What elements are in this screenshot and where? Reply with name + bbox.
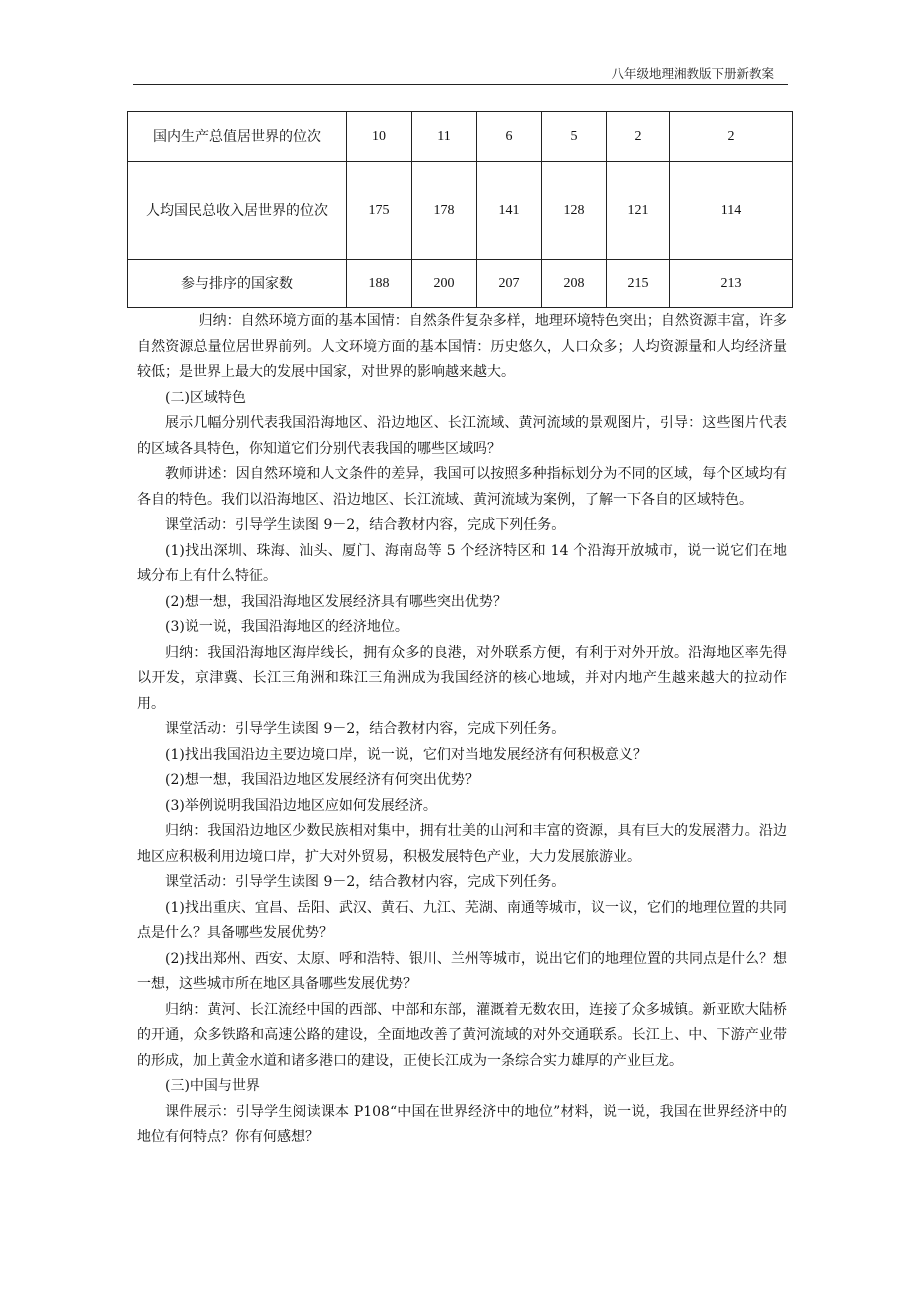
table-cell: 6 <box>477 112 542 162</box>
task-item: (2)找出郑州、西安、太原、呼和浩特、银川、兰州等城市，说出它们的地理位置的共同点是什么？想一想，这些城市所在地区具备哪些发展优势？ <box>137 950 787 992</box>
table-cell: 11 <box>412 112 477 162</box>
paragraph: 教师讲述：因自然环境和人文条件的差异，我国可以按照多种指标划分为不同的区域，每个区域均有各自的特色。我们以沿海地区、沿边地区、长江流域、黄河流域为案例，了解一下各自的区域特色。 <box>137 466 787 508</box>
task-item: (2)想一想，我国沿边地区发展经济有何突出优势？ <box>165 772 479 788</box>
activity-paragraph: 课堂活动：引导学生读图 9－2，结合教材内容，完成下列任务。 <box>165 517 566 533</box>
page-header-title: 八年级地理湘教版下册新教案 <box>611 66 774 81</box>
table-row-gdp-rank <box>128 112 793 162</box>
table-cell: 207 <box>477 260 542 308</box>
task-item: (1)找出我国沿边主要边境口岸，说一说，它们对当地发展经济有何积极意义？ <box>165 746 647 763</box>
task-item: (3)说一说，我国沿海地区的经济地位。 <box>165 619 409 635</box>
section-heading-regional-features: (二)区域特色 <box>165 389 246 406</box>
table-cell: 5 <box>542 112 607 162</box>
table-cell: 208 <box>542 260 607 308</box>
task-item: (1)找出深圳、珠海、汕头、厦门、海南岛等 5 个经济特区和 14 个沿海开放城市，说一说它们在地域分布上有什么特征。 <box>137 542 787 584</box>
task-item: (2)想一想，我国沿海地区发展经济具有哪些突出优势？ <box>165 593 507 610</box>
table-cell: 200 <box>412 260 477 308</box>
table-row-gni-per-capita-rank <box>128 162 793 260</box>
summary-paragraph: 归纳：黄河、长江流经中国的西部、中部和东部，灌溉着无数农田，连接了众多城镇。新亚欧大陆桥的开通，众多铁路和高速公路的建设，全面地改善了黄河流域的对外交通联系。长江上、中、下游产业带的形成，加上黄金水道和诸多港口的建设，正使长江成为一条综合实力雄厚的产业巨龙。 <box>137 1001 787 1069</box>
row-label-country-count: 参与排序的国家数 <box>128 260 347 308</box>
table-cell: 128 <box>542 162 607 260</box>
ranking-table <box>127 111 793 308</box>
table-cell: 2 <box>607 112 670 162</box>
summary-paragraph: 归纳：我国沿海地区海岸线长，拥有众多的良港，对外联系方便，有利于对外开放。沿海地区率先得以开发，京津冀、长江三角洲和珠江三角洲成为我国经济的核心地域，并对内地产生越来越大的拉动作用。 <box>137 644 787 712</box>
summary-paragraph: 归纳：自然环境方面的基本国情：自然条件复杂多样，地理环境特色突出；自然资源丰富，许多自然资源总量位居世界前列。人文环境方面的基本国情：历史悠久，人口众多；人均资源量和人均经济量较低；是世界上最大的发展中国家，对世界的影响越来越大。 <box>137 313 787 380</box>
table-cell: 188 <box>347 260 412 308</box>
activity-paragraph: 课堂活动：引导学生读图 9－2，结合教材内容，完成下列任务。 <box>165 721 566 737</box>
table-cell: 175 <box>347 162 412 260</box>
table-cell: 141 <box>477 162 542 260</box>
header-rule <box>133 84 788 85</box>
paragraph: 课件展示：引导学生阅读课本 P108“中国在世界经济中的地位”材料，说一说，我国在世界经济中的地位有何特点？你有何感想？ <box>137 1103 787 1145</box>
table-cell: 114 <box>670 162 793 260</box>
task-item: (1)找出重庆、宜昌、岳阳、武汉、黄石、九江、芜湖、南通等城市，议一议，它们的地理位置的共同点是什么？具备哪些发展优势？ <box>137 899 787 941</box>
section-heading-china-and-world: (三)中国与世界 <box>165 1078 260 1094</box>
table-cell: 178 <box>412 162 477 260</box>
table-cell: 2 <box>670 112 793 162</box>
summary-paragraph: 归纳：我国沿边地区少数民族相对集中，拥有壮美的山河和丰富的资源，具有巨大的发展潜力。沿边地区应积极利用边境口岸，扩大对外贸易，积极发展特色产业，大力发展旅游业。 <box>137 823 787 865</box>
row-label-gdp-rank: 国内生产总值居世界的位次 <box>128 112 347 162</box>
table-row-country-count <box>128 260 793 308</box>
paragraph: 展示几幅分别代表我国沿海地区、沿边地区、长江流域、黄河流域的景观图片，引导：这些图片代表的区域各具特色，你知道它们分别代表我国的哪些区域吗？ <box>137 415 787 457</box>
table-cell: 10 <box>347 112 412 162</box>
row-label-gni-per-capita-rank: 人均国民总收入居世界的位次 <box>128 162 347 260</box>
activity-paragraph: 课堂活动：引导学生读图 9－2，结合教材内容，完成下列任务。 <box>165 874 566 890</box>
table-cell: 213 <box>670 260 793 308</box>
body-text <box>137 309 787 1151</box>
table-cell: 215 <box>607 260 670 308</box>
table-cell: 121 <box>607 162 670 260</box>
task-item: (3)举例说明我国沿边地区应如何发展经济。 <box>165 797 437 814</box>
